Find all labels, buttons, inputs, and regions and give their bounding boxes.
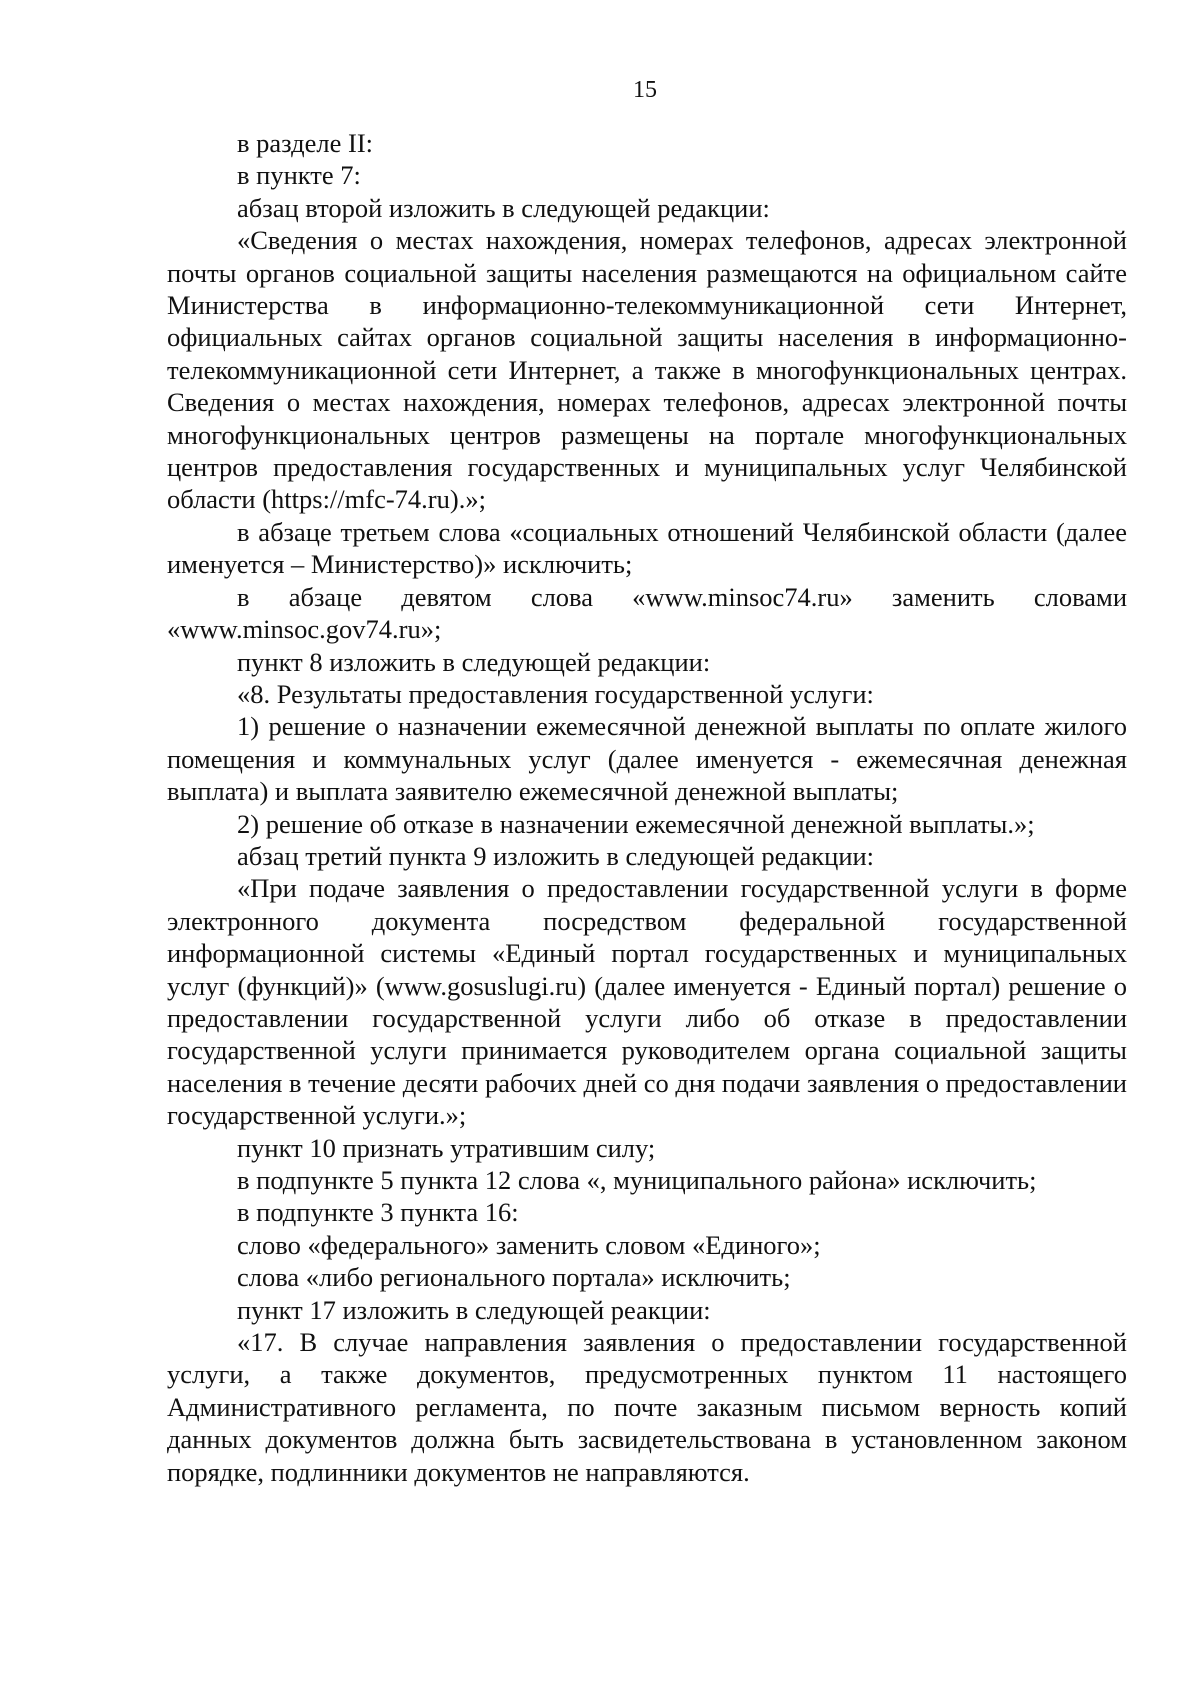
paragraph-quoted-text: «При подаче заявления о предоставлении государственной услуги в форме электронного документа посредством федеральной государственной информационной системы «Единый портал государственных и муниципальных услуг (функций)» (www.gosuslugi.ru) (далее именуется - Единый портал) решение о предоставлении государственной услуги либо об отказе в предоставлении государственной услуги принимается руководителем органа социальной защиты населения в течение десяти рабочих дней со дня подачи заявления о предоставлении государственной услуги.»; — [167, 873, 1127, 1131]
paragraph-quoted-text: «17. В случае направления заявления о предоставлении государственной услуги, а также документов, предусмотренных пунктом 11 настоящего Административного регламента, по почте заказным письмом верность копий данных документов должна быть засвидетельствована в установленном законом порядке, подлинники документов не направляются. — [167, 1327, 1127, 1487]
paragraph-instruction: пункт 17 изложить в следующей реакции: — [237, 1294, 711, 1325]
paragraph-list-item: 1) решение о назначении ежемесячной денежной выплаты по оплате жилого помещения и коммунальных услуг (далее именуется - ежемесячная денежная выплата) и выплата заявителю ежемесячной денежной выплаты; — [167, 711, 1127, 807]
paragraph-instruction: пункт 8 изложить в следующей редакции: — [237, 646, 711, 677]
paragraph-instruction: в подпункте 5 пункта 12 слова «, муниципального района» исключить; — [237, 1165, 1037, 1195]
paragraph-instruction: в абзаце третьем слова «социальных отношений Челябинской области (далее именуется – Министерство)» исключить; — [167, 516, 1127, 580]
paragraph-instruction: пункт 10 признать утратившим силу; — [237, 1132, 656, 1163]
paragraph-quoted-heading: «8. Результаты предоставления государственной услуги: — [237, 678, 874, 709]
paragraph-instruction: абзац третий пункта 9 изложить в следующей редакции: — [237, 840, 875, 871]
paragraph-instruction: слова «либо регионального портала» исключить; — [237, 1262, 791, 1293]
page-number: 15 — [633, 77, 657, 103]
paragraph-instruction: в подпункте 3 пункта 16: — [237, 1197, 519, 1228]
paragraph-instruction: абзац второй изложить в следующей редакции: — [237, 192, 770, 223]
paragraph-quoted-text: «Сведения о местах нахождения, номерах телефонов, адресах электронной почты органов социальной защиты населения размещаются на официальном сайте Министерства в информационно-телекоммуникационной сети Интернет, официальных сайтах органов социальной защиты населения в информационно-телекоммуникационной сети Интернет, а также в многофункциональных центрах. Сведения о местах нахождения, номерах телефонов, адресах электронной почты многофункциональных центров размещены на портале многофункциональных центров предоставления государственных и муниципальных услуг Челябинской области (https://mfc-74.ru).»; — [167, 225, 1127, 515]
paragraph-instruction: слово «федерального» заменить словом «Единого»; — [237, 1229, 821, 1260]
paragraph-point-7: в пункте 7: — [237, 160, 361, 191]
paragraph-instruction: в абзаце девятом слова «www.minsoc74.ru» заменить словами «www.minsoc.gov74.ru»; — [167, 581, 1127, 645]
paragraph-list-item: 2) решение об отказе в назначении ежемесячной денежной выплаты.»; — [237, 808, 1035, 839]
paragraph-section-heading: в разделе II: — [237, 128, 374, 158]
document-body — [167, 127, 1127, 1488]
